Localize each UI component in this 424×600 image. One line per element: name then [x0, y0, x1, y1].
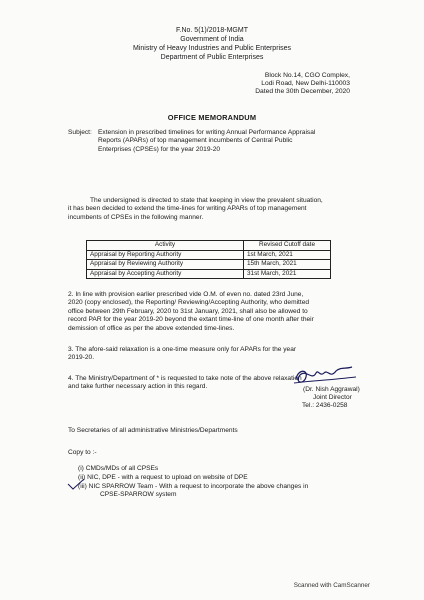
para1-line-1: The undersigned is directed to state that keeping in view the prevalent situation, [90, 197, 323, 204]
ministry-line: Ministry of Heavy Industries and Public Enterprises [133, 45, 291, 52]
para4-line-1: 4. The Ministry/Department of * is requested to take note of the above relaxation [68, 375, 302, 382]
table-cell-activity: Appraisal by Reporting Authority [87, 250, 244, 260]
table-row [87, 269, 331, 279]
paragraph-2 [68, 291, 314, 333]
subject-line-2: Reports (APARs) of top management incumbents of Central Public [98, 137, 293, 145]
signatory-name: (Dr. Nish Aggrawal) [303, 386, 360, 393]
table-header-row [87, 241, 331, 251]
para2-line-5: demission of office as per the above extended time-lines. [68, 324, 235, 332]
table-cell-activity: Appraisal by Reviewing Authority [87, 260, 244, 270]
para2-line-1: 2. In line with provision earlier prescribed vide O.M. of even no. dated 23rd June, [68, 291, 304, 298]
addressee-line: To Secretaries of all administrative Ministries/Departments [68, 427, 238, 434]
memo-title: OFFICE MEMORANDUM [167, 113, 257, 122]
scanner-watermark: Scanned with CamScanner [293, 582, 370, 589]
cutoff-table [86, 240, 331, 279]
tick-mark [66, 477, 86, 491]
subject-line-3: Enterprises (CPSEs) for the year 2019-20 [98, 145, 221, 153]
para3-line-2: 2019-20. [68, 354, 95, 362]
department-line: Department of Public Enterprises [160, 54, 264, 61]
subject-line-1: Extension in prescribed timelines for writing Annual Performance Appraisal [98, 129, 316, 136]
paragraph-1 [68, 197, 323, 222]
table-cell-date: 15th March, 2021 [244, 260, 331, 270]
govt-line: Government of India [180, 36, 244, 43]
copy-to-item-3: (iii) NIC SPARROW Team - With a request to incorporate the above changes in [78, 483, 309, 490]
table-header-cutoff: Revised Cutoff date [244, 241, 331, 251]
table-row [87, 250, 331, 260]
date-line: Dated the 30th December, 2020 [255, 88, 350, 95]
para1-line-3: incumbents of CPSEs in the following manner. [68, 213, 204, 221]
table-cell-date: 31st March, 2021 [244, 269, 331, 279]
paragraph-3 [68, 346, 296, 363]
subject-text [98, 129, 315, 154]
para1-line-2: it has been decided to extend the time-lines for writing APARs of top management [68, 205, 307, 213]
para2-line-2: 2020 (copy enclosed), the Reporting/ Reviewing/Accepting Authority, who demitted [68, 299, 310, 307]
table-header-activity: Activity [87, 241, 244, 251]
copy-to-item-3-continuation: CPSE-SPARROW system [100, 491, 177, 498]
paragraph-4 [68, 375, 302, 392]
copy-to-item-1: (i) CMDs/MDs of all CPSEs [78, 465, 159, 472]
address-line-1: Block No.14, CGO Complex, [264, 72, 350, 79]
table-row [87, 260, 331, 270]
signatory-designation: Joint Director [313, 394, 352, 401]
address-line-2: Lodi Road, New Delhi-110003 [261, 80, 350, 87]
file-number: F.No. 5(1)/2018-MGMT [176, 27, 248, 34]
para2-line-4: record PAR for the year 2019-20 beyond the extant time-line of one month after their [68, 316, 314, 324]
para3-line-1: 3. The afore-said relaxation is a one-time measure only for APARs for the year [68, 346, 297, 353]
para4-line-2: and take further necessary action in this regard. [68, 383, 208, 391]
para2-line-3: office between 29th February, 2020 to 31st January, 2021, shall also be allowed to [68, 307, 308, 315]
copy-to-label: Copy to :- [68, 449, 97, 456]
signatory-phone: Tel.: 2436-0258 [302, 402, 348, 409]
table-cell-activity: Appraisal by Accepting Authority [87, 269, 244, 279]
copy-to-item-2: (ii) NIC, DPE - with a request to upload on website of DPE [78, 474, 248, 481]
subject-label: Subject: [68, 129, 92, 136]
table-cell-date: 1st March, 2021 [244, 250, 331, 260]
